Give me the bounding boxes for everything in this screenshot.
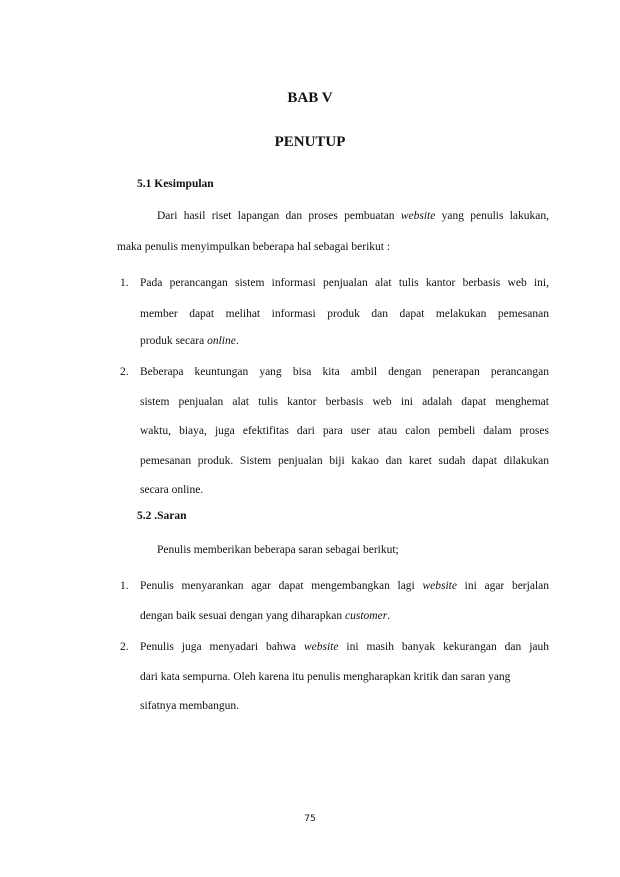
paragraph-line: Penulis memberikan beberapa saran sebagai berikut; [157,544,399,556]
chapter-title: PENUTUP [274,134,346,150]
list-number: 1. [120,277,129,289]
list-item-line: Pada perancangan sistem informasi penjualan alat tulis kantor berbasis web ini, [140,277,549,289]
list-item-line: waktu, biaya, juga efektifitas dari para user atau calon pembeli dalam proses [140,425,549,437]
list-item-line: Penulis menyarankan agar dapat mengembangkan lagi website ini agar berjalan [140,580,549,592]
list-item-line: secara online. [140,484,204,496]
list-item-line: dengan baik sesuai dengan yang diharapkan customer. [140,610,391,622]
chapter-number: BAB V [287,90,333,106]
list-item-line: Penulis juga menyadari bahwa website ini masih banyak kekurangan dan jauh [140,641,549,653]
list-item-line: dari kata sempurna. Oleh karena itu penulis mengharapkan kritik dan saran yang [140,671,511,683]
paragraph-line: maka penulis menyimpulkan beberapa hal sebagai berikut : [117,241,391,253]
list-item-line: produk secara online. [140,335,239,347]
list-number: 1. [120,580,129,592]
section-heading-saran: 5.2 .Saran [137,510,187,522]
list-item-line: sistem penjualan alat tulis kantor berbasis web ini adalah dapat menghemat [140,396,549,408]
list-item-line: pemesanan produk. Sistem penjualan biji kakao dan karet sudah dapat dilakukan [140,455,549,467]
paragraph-line: Dari hasil riset lapangan dan proses pembuatan website yang penulis lakukan, [157,210,550,222]
list-item-line: Beberapa keuntungan yang bisa kita ambil dengan penerapan perancangan [140,366,549,378]
list-number: 2. [120,641,129,653]
list-number: 2. [120,366,129,378]
list-item-line: member dapat melihat informasi produk dan dapat melakukan pemesanan [140,308,549,320]
section-heading-kesimpulan: 5.1 Kesimpulan [137,178,214,190]
page-number: 75 [304,814,316,824]
list-item-line: sifatnya membangun. [140,700,240,712]
